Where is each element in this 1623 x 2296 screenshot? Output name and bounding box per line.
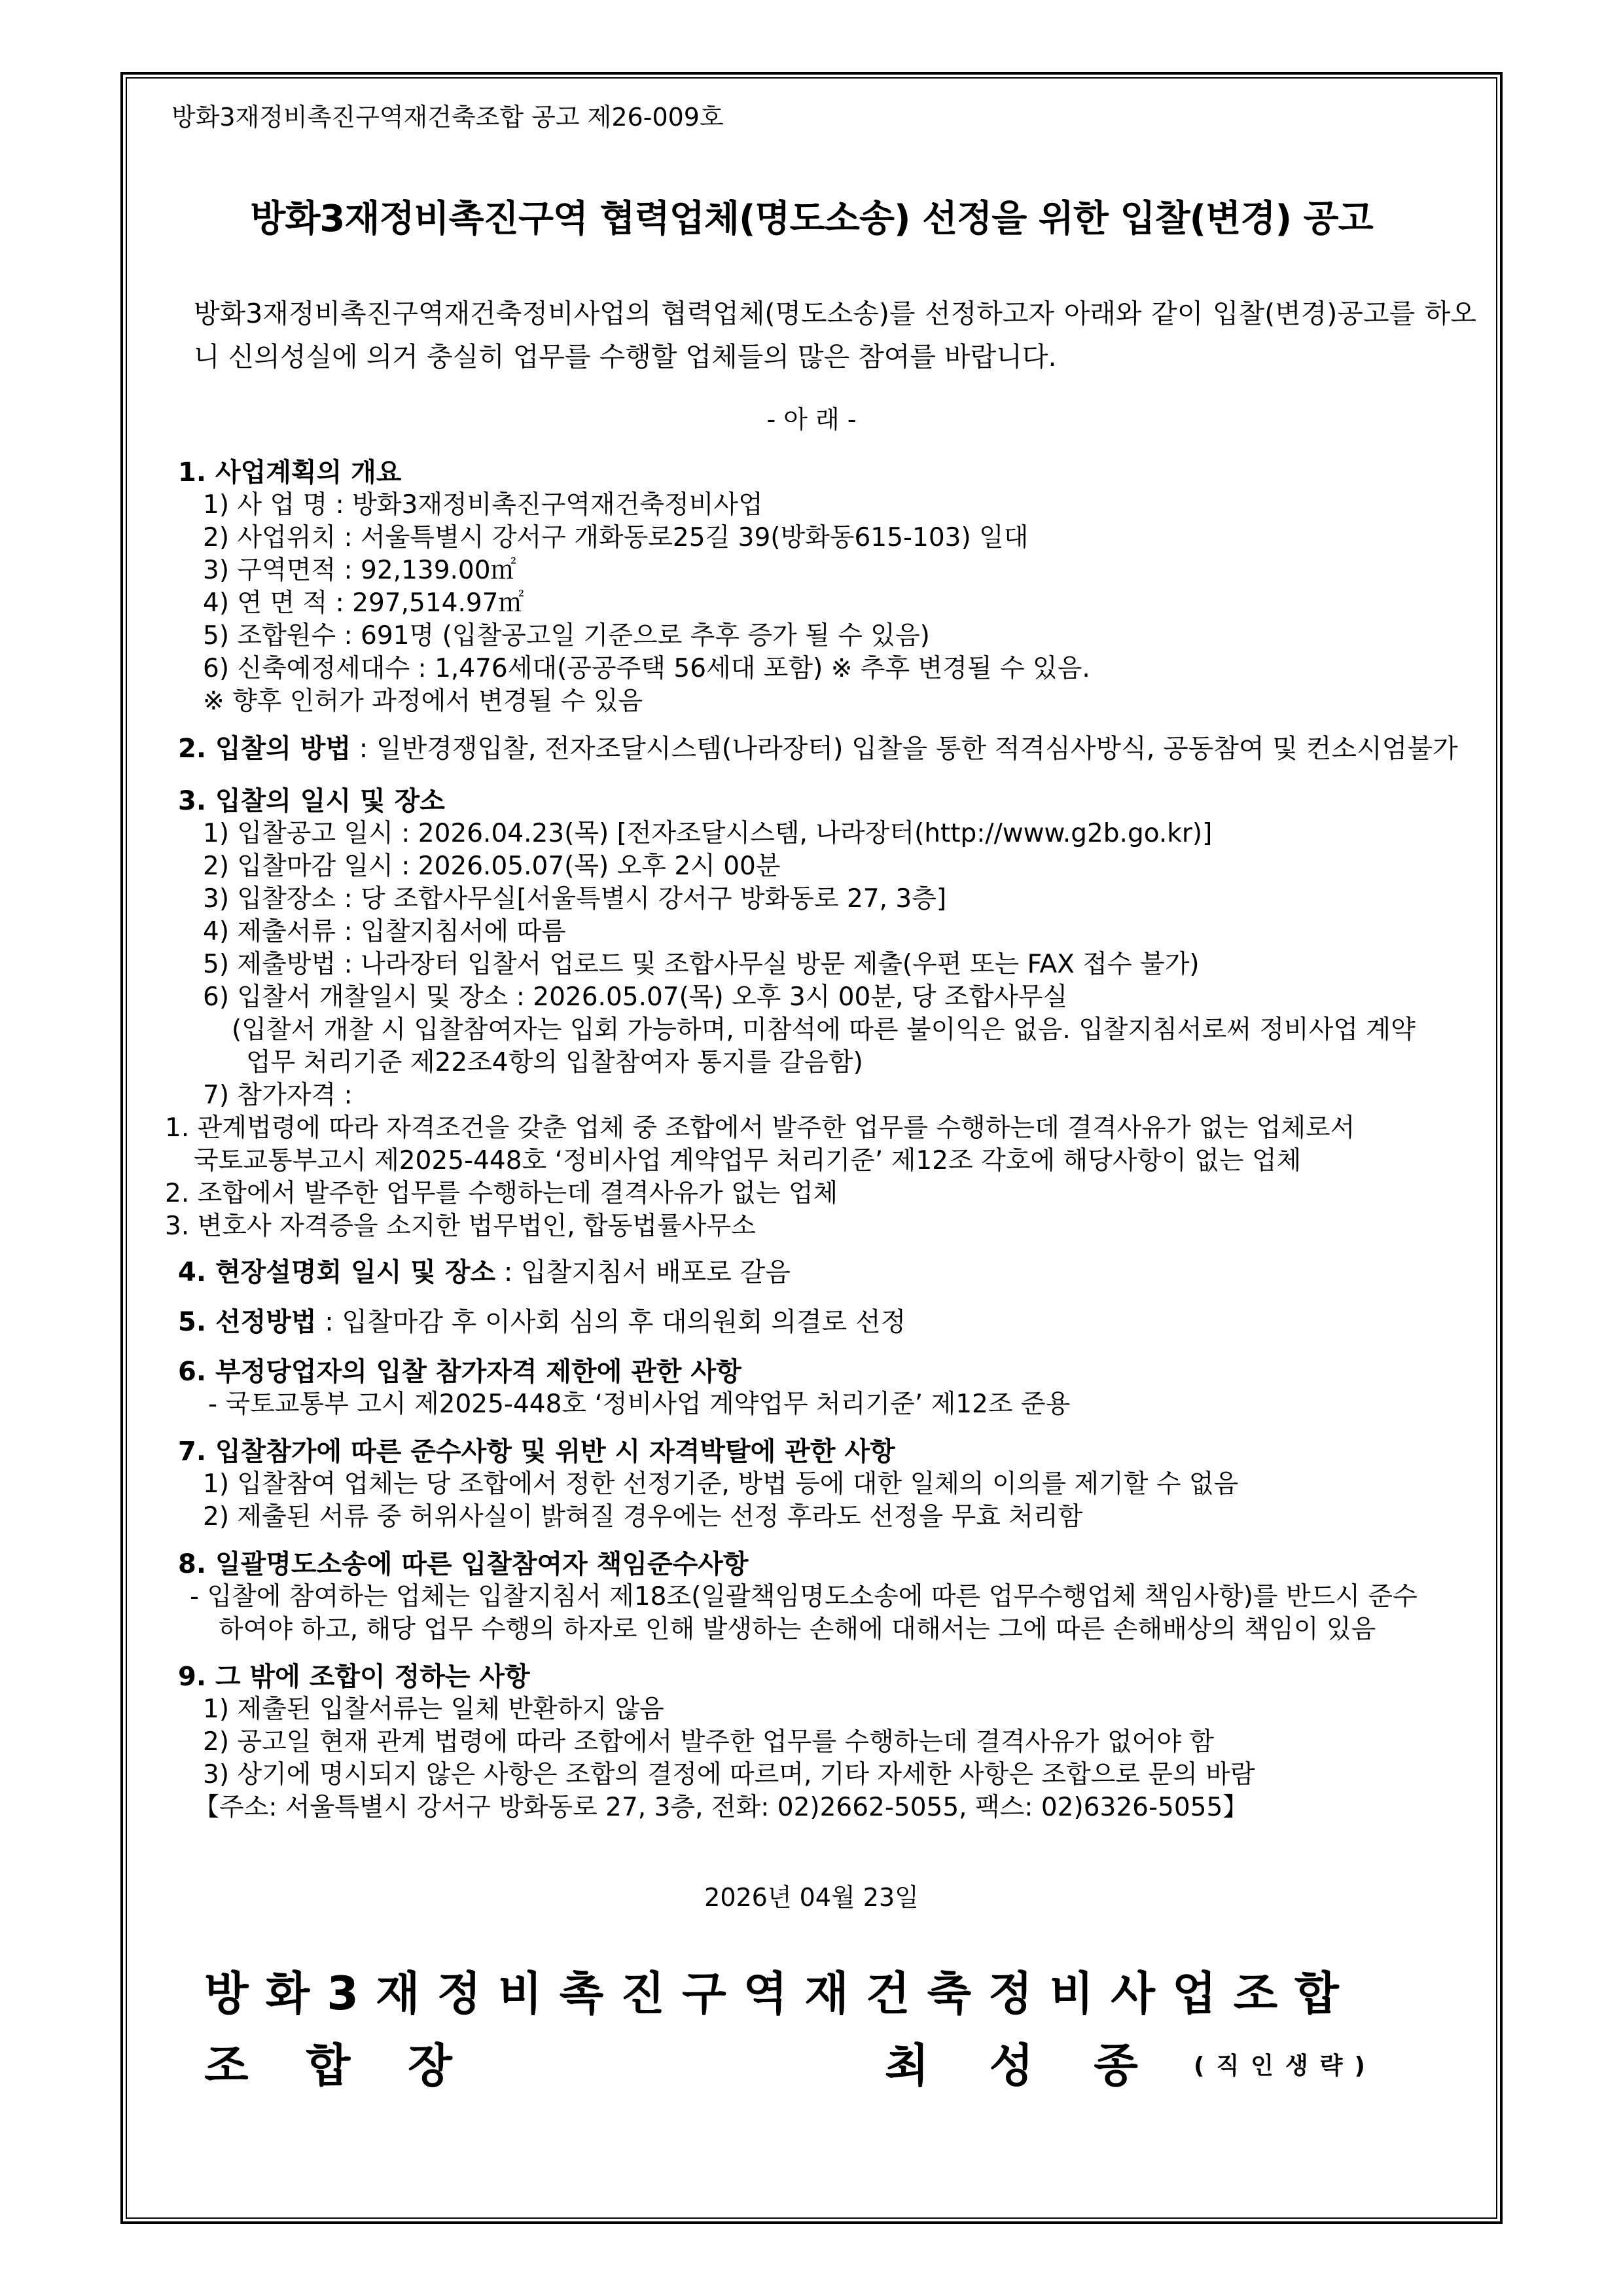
notice-number: 방화3재정비촉진구역재건축조합 공고 제26-009호 xyxy=(171,103,724,132)
section-1-note: ※ 향후 인허가 과정에서 변경될 수 있음 xyxy=(203,687,643,716)
section-1-item: 2) 사업위치 : 서울특별시 강서구 개화동로25길 39(방화동615-103) 일대 xyxy=(203,523,1029,552)
section-3-item-note: (입찰서 개찰 시 입찰참여자는 입회 가능하며, 미참석에 따른 불이익은 없음. 입찰지침서로써 정비사업 계약 xyxy=(232,1015,1416,1045)
contact-info: 【주소: 서울특별시 강서구 방화동로 27, 3층, 전화: 02)2662-5055, 팩스: 02)6326-5055】 xyxy=(194,1793,1249,1822)
qualification-item: 국토교통부고시 제2025-448호 ‘정비사업 계약업무 처리기준’ 제12조 각호에 해당사항이 없는 업체 xyxy=(194,1146,1302,1175)
section-9-item: 2) 공고일 현재 관계 법령에 따라 조합에서 발주한 업무를 수행하는데 결격사유가 없어야 함 xyxy=(203,1727,1215,1757)
section-3-item: 2) 입찰마감 일시 : 2026.05.07(목) 오후 2시 00분 xyxy=(203,852,781,881)
section-8-heading: 8. 일괄명도소송에 따른 입찰참여자 책임준수사항 xyxy=(178,1549,749,1579)
ahrae-marker: - 아 래 - xyxy=(766,405,857,434)
seal-omitted-note: (직인생략) xyxy=(1194,2053,1378,2079)
section-6-heading: 6. 부정당업자의 입찰 참가자격 제한에 관한 사항 xyxy=(178,1357,741,1387)
section-9-item: 1) 제출된 입찰서류는 일체 반환하지 않음 xyxy=(203,1695,664,1724)
section-1-item: 6) 신축예정세대수 : 1,476세대(공공주택 56세대 포함) ※ 추후 변경될 수 있음. xyxy=(203,654,1090,683)
section-1-heading: 1. 사업계획의 개요 xyxy=(178,457,402,488)
section-5: 5. 선정방법 : 입찰마감 후 이사회 심의 후 대의원회 의결로 선정 xyxy=(178,1307,906,1337)
notice-date: 2026년 04월 23일 xyxy=(704,1883,919,1912)
section-3-item: 5) 제출방법 : 나라장터 입찰서 업로드 및 조합사무실 방문 제출(우편 또는 FAX 접수 불가) xyxy=(203,950,1200,979)
organization-name: 방화3재정비촉진구역재건축정비사업조합 xyxy=(204,1967,1356,2020)
qualification-item: 2. 조합에서 발주한 업무를 수행하는데 결격사유가 없는 업체 xyxy=(165,1179,838,1208)
chairman-label: 조합장 xyxy=(204,2039,510,2092)
section-8-item: 하여야 하고, 해당 업무 수행의 하자로 인해 발생하는 손해에 대해서는 그에 따른 손해배상의 책임이 있음 xyxy=(219,1615,1376,1644)
section-3-item: 1) 입찰공고 일시 : 2026.04.23(목) [전자조달시스템, 나라장터(http://www.g2b.go.kr)] xyxy=(203,819,1213,848)
section-1-item: 5) 조합원수 : 691명 (입찰공고일 기준으로 추후 증가 될 수 있음) xyxy=(203,621,930,651)
section-1-item: 3) 구역면적 : 92,139.00㎡ xyxy=(203,556,516,585)
section-9-item: 3) 상기에 명시되지 않은 사항은 조합의 결정에 따르며, 기타 자세한 사항은 조합으로 문의 바람 xyxy=(203,1760,1255,1789)
section-7-heading: 7. 입찰참가에 따른 준수사항 및 위반 시 자격박탈에 관한 사항 xyxy=(178,1437,895,1467)
section-3-item: 3) 입찰장소 : 당 조합사무실[서울특별시 강서구 방화동로 27, 3층] xyxy=(203,884,947,914)
page-title: 방화3재정비촉진구역 협력업체(명도소송) 선정을 위한 입찰(변경) 공고 xyxy=(250,198,1373,240)
qualification-item: 1. 관계법령에 따라 자격조건을 갖춘 업체 중 조합에서 발주한 업무를 수행하는데 결격사유가 없는 업체로서 xyxy=(165,1113,1355,1143)
section-3-heading: 3. 입찰의 일시 및 장소 xyxy=(178,786,445,816)
intro-paragraph: 방화3재정비촉진구역재건축정비사업의 협력업체(명도소송)를 선정하고자 아래와 같이 입찰(변경)공고를 하오니 신의성실에 의거 충실히 업무를 수행할 업체들의 많은 참여를 바랍니다. xyxy=(194,298,1476,372)
chairman-name: 최성종 xyxy=(885,2039,1198,2092)
section-2: 2. 입찰의 방법 : 일반경쟁입찰, 전자조달시스템(나라장터) 입찰을 통한 적격심사방식, 공동참여 및 컨소시엄불가 xyxy=(178,734,1458,764)
section-6-item: - 국토교통부 고시 제2025-448호 ‘정비사업 계약업무 처리기준’ 제12조 준용 xyxy=(208,1390,1071,1419)
section-3-item: 4) 제출서류 : 입찰지침서에 따름 xyxy=(203,917,566,946)
section-1-item: 4) 연 면 적 : 297,514.97㎡ xyxy=(203,588,524,618)
qualification-item: 3. 변호사 자격증을 소지한 법무법인, 합동법률사무소 xyxy=(165,1211,756,1241)
section-4: 4. 현장설명회 일시 및 장소 : 입찰지침서 배포로 갈음 xyxy=(178,1257,791,1287)
section-7-item: 2) 제출된 서류 중 허위사실이 밝혀질 경우에는 선정 후라도 선정을 무효 처리함 xyxy=(203,1502,1083,1532)
section-3-item-note: 업무 처리기준 제22조4항의 입찰참여자 통지를 갈음함) xyxy=(246,1048,863,1077)
section-3-item: 7) 참가자격 : xyxy=(203,1081,353,1110)
section-7-item: 1) 입찰참여 업체는 당 조합에서 정한 선정기준, 방법 등에 대한 일체의 이의를 제기할 수 없음 xyxy=(203,1469,1239,1499)
section-9-heading: 9. 그 밖에 조합이 정하는 사항 xyxy=(178,1662,530,1692)
section-1-item: 1) 사 업 명 : 방화3재정비촉진구역재건축정비사업 xyxy=(203,490,763,520)
section-3-item: 6) 입찰서 개찰일시 및 장소 : 2026.05.07(목) 오후 3시 00분, 당 조합사무실 xyxy=(203,982,1068,1012)
section-8-item: - 입찰에 참여하는 업체는 입찰지침서 제18조(일괄책임명도소송에 따른 업무수행업체 책임사항)를 반드시 준수 xyxy=(190,1582,1418,1611)
